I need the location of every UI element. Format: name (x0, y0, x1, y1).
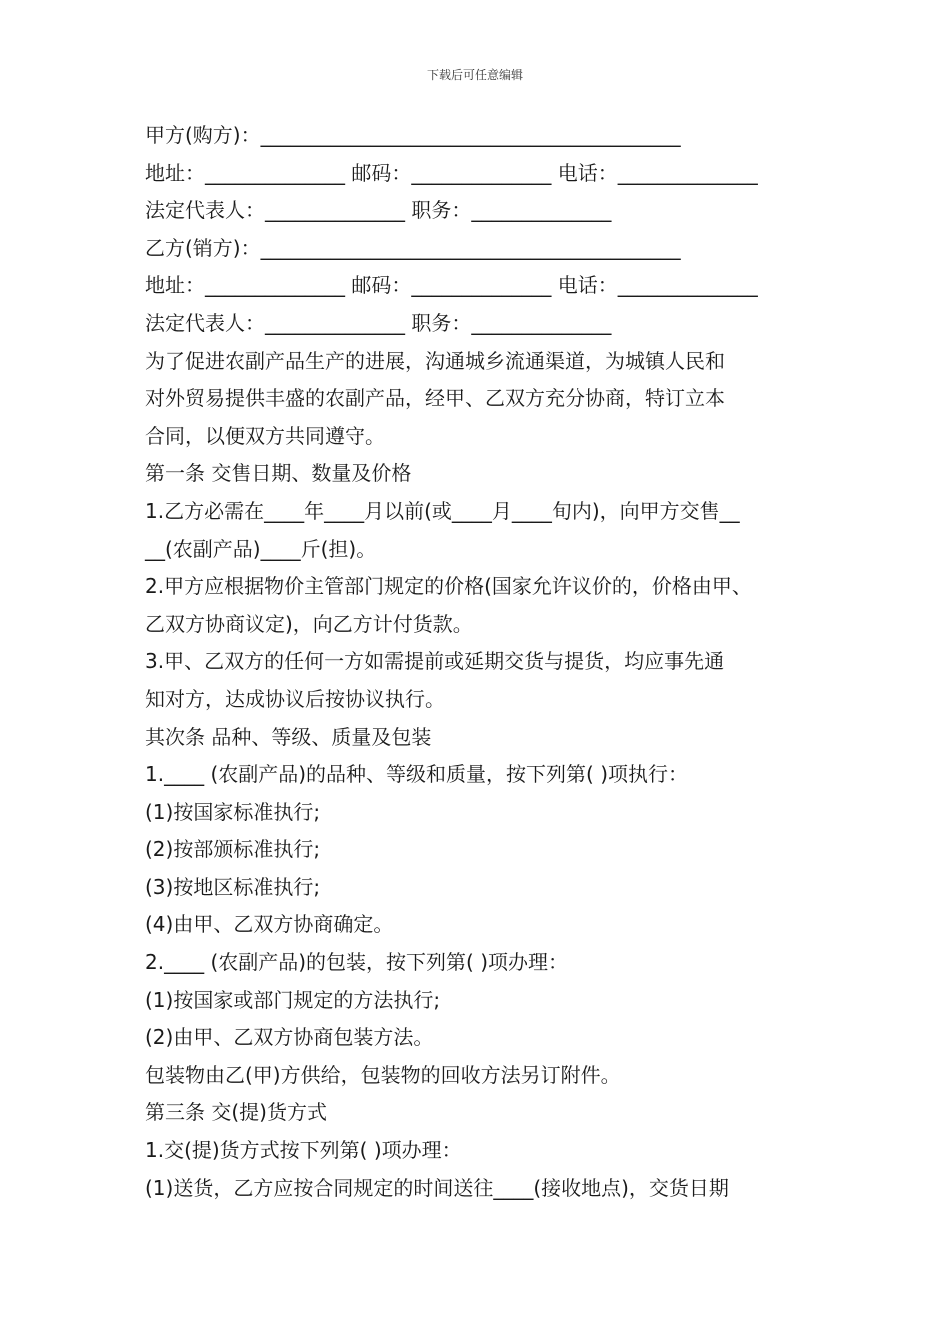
option-line: (1)送货，乙方应按合同规定的时间送往____(接收地点)，交货日期 (145, 1175, 729, 1200)
party-b-address-line: 地址：______________ 邮码：______________ 电话：______________ (145, 273, 758, 298)
option-line: (4)由甲、乙双方协商确定。 (145, 912, 394, 937)
article-1-heading: 第一条 交售日期、数量及价格 (145, 461, 412, 486)
option-line: (1)按国家或部门规定的方法执行; (145, 987, 441, 1012)
preamble-line: 为了促进农副产品生产的进展，沟通城乡流通渠道，为城镇人民和 (145, 348, 725, 373)
clause-line: 包装物由乙(甲)方供给，包装物的回收方法另订附件。 (145, 1062, 621, 1087)
clause-line: 2.甲方应根据物价主管部门规定的价格(国家允许议价的，价格由甲、 (145, 574, 752, 599)
party-a-representative-line: 法定代表人：______________ 职务：______________ (145, 198, 612, 223)
clause-line: 1.____ (农副产品)的品种、等级和质量，按下列第( )项执行： (145, 762, 689, 787)
option-line: (3)按地区标准执行; (145, 874, 321, 899)
article-3-heading: 第三条 交(提)货方式 (145, 1100, 327, 1125)
preamble-line: 合同，以便双方共同遵守。 (145, 423, 385, 448)
clause-line: 1.交(提)货方式按下列第( )项办理： (145, 1138, 462, 1163)
clause-line: 知对方，达成协议后按协议执行。 (145, 686, 445, 711)
article-2-heading: 其次条 品种、等级、质量及包装 (145, 724, 432, 749)
party-a-address-line: 地址：______________ 邮码：______________ 电话：______________ (145, 160, 758, 185)
clause-line: 1.乙方必需在____年____月以前(或____月____旬内)，向甲方交售__ (145, 498, 740, 523)
party-a-line: 甲方(购方)：__________________________________________ (145, 123, 681, 147)
option-line: (2)按部颁标准执行; (145, 837, 321, 862)
clause-line: 3.甲、乙双方的任何一方如需提前或延期交货与提货，均应事先通 (145, 649, 725, 674)
contract-body (145, 117, 825, 1207)
clause-line: 乙双方协商议定)，向乙方计付货款。 (145, 611, 473, 636)
preamble-line: 对外贸易提供丰盛的农副产品，经甲、乙双方充分协商，特订立本 (145, 386, 725, 411)
page-header: 下载后可任意编辑 (426, 68, 523, 82)
party-b-line: 乙方(销方)：__________________________________________ (145, 235, 681, 260)
option-line: (2)由甲、乙双方协商包装方法。 (145, 1025, 434, 1050)
party-b-representative-line: 法定代表人：______________ 职务：______________ (145, 310, 612, 335)
option-line: (1)按国家标准执行; (145, 799, 321, 824)
clause-line: __(农副产品)____斤(担)。 (145, 536, 377, 561)
clause-line: 2.____ (农副产品)的包装，按下列第( )项办理： (145, 950, 569, 975)
